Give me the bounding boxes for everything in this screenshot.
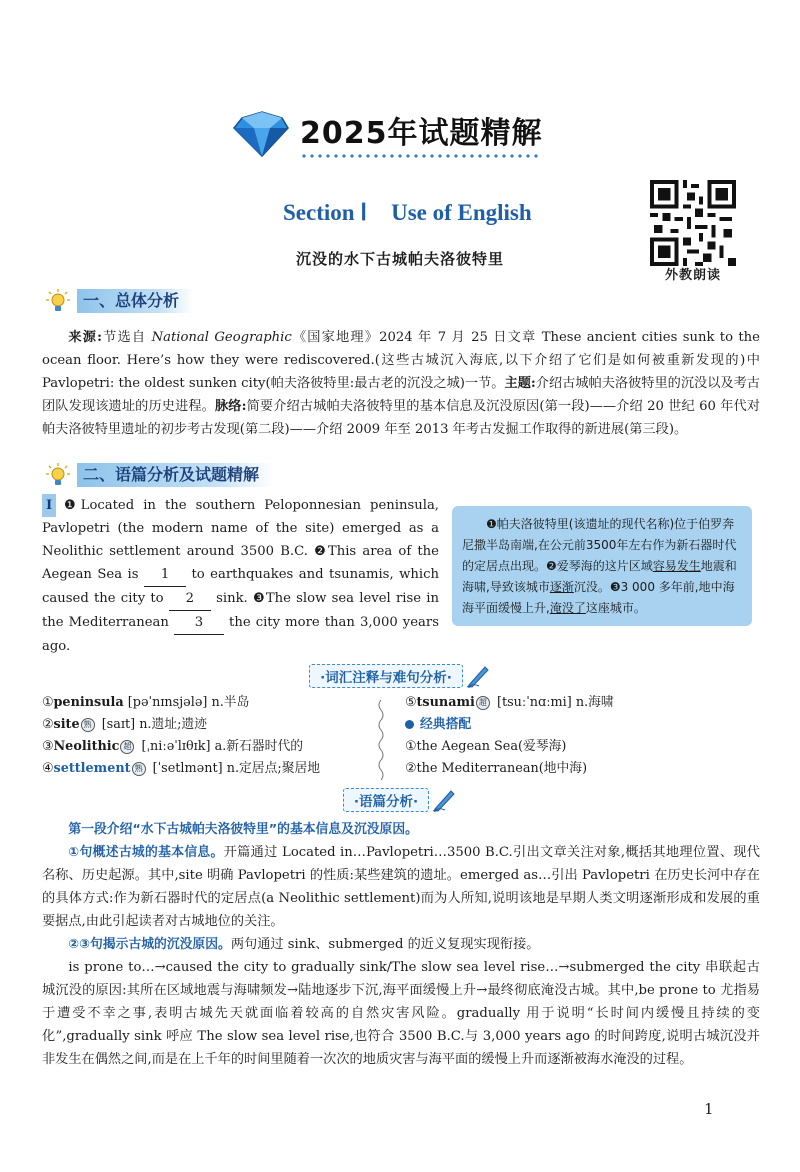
analysis-point-2-text: 两句通过 sink、submerged 的近义复现实现衔接。 [230,937,540,952]
vocab-item: ③Neolithic 超 [ˌniːəˈlɪθɪk] a.新石器时代的 [42,739,304,754]
section-title [283,200,532,226]
paragraph-number-badge: Ⅰ [42,494,56,517]
section-number: Section Ⅰ [283,200,368,225]
translation-part-2: 地震和海啸,导致该城市 [462,559,737,594]
page-number: 1 [704,1100,714,1118]
translation-underline-3: 淹没了 [549,601,586,615]
blank-1[interactable]: 1 [144,563,186,587]
qr-label: 外教朗读 [664,268,721,283]
sentence-1: ❶Located in the southern Peloponnesian peninsula, Pavlopetri (the modern name of the site) emerged as a Neolithic settlement around 3500 B.C. [42,498,439,559]
diamond-icon [232,110,290,158]
vocab-list-right [405,692,745,780]
phrase-item: ②the Mediterranean(地中海) [405,761,588,776]
source-label: 来源: [68,330,102,345]
source-text-2: 《国家地理》2024 年 7 月 25 日文章 These ancient cities sunk to the ocean floor. Here’s how they were rediscovered.(这些古城沉入海底,以下介绍了它们是如何被重新发现的)中 Pavlopetri: the oldest sunken city(帕夫洛彼特里:最古老的沉没之城)一节。 [42,330,760,391]
translation-part-3: 沉没。❸3 000 多年前,地中海海平面缓慢上升, [462,580,735,615]
discourse-intro: 第一段介绍“水下古城帕夫洛彼特里”的基本信息及沉没原因。 [68,822,418,837]
source-italic: National Geographic [151,330,292,345]
sentence-2c: sink. [210,591,253,606]
topic-text: 介绍古城帕夫洛彼特里的沉没以及考古团队发现该遗址的历史进程。 [42,376,760,414]
source-text-1: 节选自 [101,330,152,345]
sentence-2a: ❷This area of the Aegean Sea is [42,544,439,582]
page-title: 2025年试题精解 [300,116,543,151]
outline-label: 脉络: [215,399,247,414]
familiar-word-mark: 熟 [81,718,95,732]
vocab-list-left [42,692,372,780]
translation-part-4: 这座城市。 [585,601,646,615]
section-name: Use of English [391,200,532,225]
discourse-heading [0,788,800,812]
passage-paragraph [42,494,439,658]
discourse-analysis-text [42,818,760,1071]
discourse-analysis-heading [45,462,273,488]
vocab-item: ⑤tsunami 超 [tsuːˈnɑːmi] n.海啸 [405,695,614,710]
extra-word-mark: 超 [120,740,134,754]
sentence-3b: the city more than 3,000 years ago. [42,615,439,654]
familiar-word-mark: 熟 [132,762,146,776]
translation-underline-1: 容易发生 [652,559,701,573]
blank-3[interactable]: 3 [174,611,224,635]
vocab-heading [0,664,800,688]
analysis-point-2-head: ②③句揭示古城的沉没原因。 [68,937,231,952]
sentence-2b: to earthquakes and tsunamis, which caused the city to [42,567,439,606]
bullet-icon [405,720,414,729]
analysis-point-1-text: 开篇通过 Located in…Pavlopetri…3500 B.C.引出文章关注对象,概括其地理位置、现代名称、历史起源。其中,site 明确 Pavlopetri 的性质:某些建筑的遗址。emerged as…引出 Pavlopetri 在历史长河中存在的具体方式:作为新石器时代的定居点(a Neolithic settlement)而为人所知,说明该地是早期人类文明逐渐形成和发展的重要据点,由此引起读者对古城地位的关注。 [42,845,760,929]
qr-code-icon[interactable] [650,180,736,266]
vocab-item: ②site 熟 [saɪt] n.遗址;遗迹 [42,717,207,732]
phrases-heading: 经典搭配 [405,714,745,736]
translation-part-1: ❶帕夫洛彼特里(该遗址的现代名称)位于伯罗奔尼撒半岛南端,在公元前3500年左右作为新石器时代的定居点出现。❷爱琴海的这片区域 [462,517,737,573]
column-divider [375,700,387,780]
overview-paragraph [42,326,760,441]
analysis-point-3-text: is prone to…→caused the city to gradually sink/The slow sea level rise…→submerged the city 串联起古城沉没的原因:其所在区域地震与海啸频发→陆地逐步下沉,海平面缓慢上升→最终彻底淹没古城。其中,be prone to 尤指易于遭受不幸之事,表明古城先天就面临着较高的自然灾害风险。gradually 用于说明“长时间内缓慢且持续的变化”,gradually sink 呼应 The slow sea level rise,也符合 3500 B.C.与 3,000 years ago 的时间跨度,说明古城沉没并非发生在偶然之间,而是在上千年的时间里随着一次次的地质灾害与海平面的缓慢上升而逐渐被海水淹没的过程。 [42,960,760,1067]
pen-icon [465,663,491,689]
pen-icon [431,787,457,813]
outline-text: 简要介绍古城帕夫洛彼特里的基本信息及沉没原因(第一段)——介绍 20 世纪 60 年代对帕夫洛彼特里遗址的初步考古发现(第二段)——介绍 2009 年至 2013 年考古发掘工作取得的新进展(第三段)。 [42,399,761,437]
title-dotted-underline [300,153,540,159]
overview-heading [45,288,193,314]
analysis-point-1-head: ①句概述古城的基本信息。 [68,845,224,860]
lightbulb-icon [45,288,71,314]
discourse-analysis-heading-label: 二、语篇分析及试题精解 [77,463,273,487]
blank-2[interactable]: 2 [169,587,211,611]
topic-label: 主题: [504,376,536,391]
passage-subtitle: 沉没的水下古城帕夫洛彼特里 [295,250,504,268]
translation-underline-2: 逐渐 [549,580,574,594]
sentence-3a: ❸The slow sea level rise in the Mediterranean [42,591,440,630]
discourse-heading-label: ·语篇分析· [343,788,429,812]
vocab-heading-label: ·词汇注释与难句分析· [309,664,463,688]
vocab-item: ④settlement 熟 [ˈsetlmənt] n.定居点;聚居地 [42,761,321,776]
extra-word-mark: 超 [476,696,490,710]
phrase-item: ①the Aegean Sea(爱琴海) [405,739,567,754]
translation-box [452,506,752,626]
vocab-item: ①peninsula [pəˈnɪnsjələ] n.半岛 [42,695,250,710]
overview-heading-label: 一、总体分析 [77,289,193,313]
lightbulb-icon [45,462,71,488]
